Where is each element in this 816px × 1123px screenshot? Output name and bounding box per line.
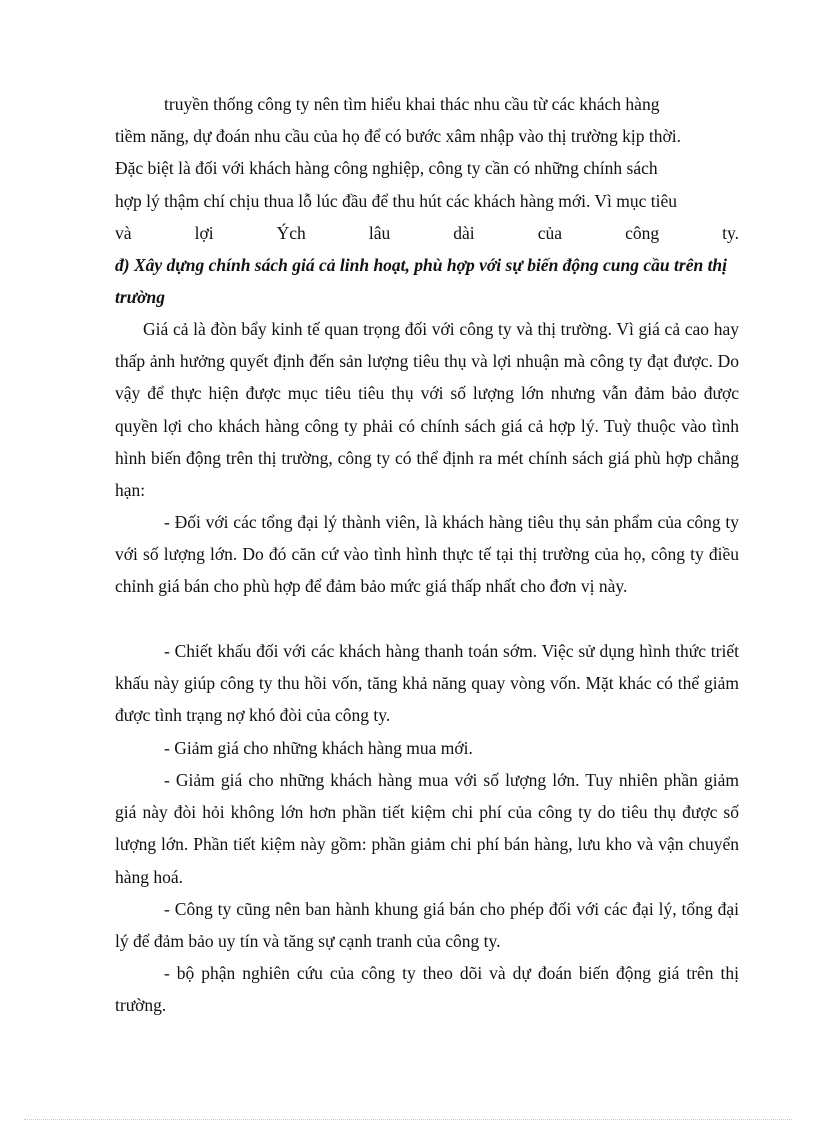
- paragraph-intro-line: tiềm năng, dự đoán nhu cầu của họ để có bước xâm nhập vào thị trường kịp thời.: [115, 126, 682, 147]
- bullet-price-framework: - Công ty cũng nên ban hành khung giá bán cho phép đối với các đại lý, tổng đại lý để đảm bảo uy tín và tăng sự cạnh tranh của công ty.: [115, 899, 739, 952]
- paragraph-intro: truyền thống công ty nên tìm hiểu khai thác nhu cầu từ các khách hàng: [164, 94, 660, 114]
- bullet-general-agents: - Đối với các tổng đại lý thành viên, là khách hàng tiêu thụ sản phẩm của công ty với số lượng lớn. Do đó căn cứ vào tình hình thực tế tại thị trường của họ, công ty điều chỉnh giá bán cho phù hợp để đảm bảo mức giá thấp nhất cho đơn vị này.: [115, 512, 739, 597]
- paragraph-intro-last-line: và lợi Ých lâu dài của công ty.: [115, 222, 739, 243]
- paragraph-intro-line: Đặc biệt là đối với khách hàng công nghiệp, công ty cần có những chính sách: [115, 158, 658, 179]
- paragraph-intro-line: hợp lý thậm chí chịu thua lỗ lúc đầu để thu hút các khách hàng mới. Vì mục tiêu: [115, 190, 678, 211]
- bullet-new-customer-discount: - Giảm giá cho những khách hàng mua mới.: [164, 738, 473, 758]
- paragraph-price-policy: Giá cả là đòn bẩy kinh tế quan trọng đối với công ty và thị trường. Vì giá cả cao hay thấp ảnh hưởng quyết định đến sản lượng tiêu thụ và lợi nhuận mà công ty đạt được. Do vậy để thực hiện được mục tiêu tiêu thụ với số lượng lớn nhưng vẫn đảm bảo được quyền lợi cho khách hàng công ty phải có chính sách giá cả hợp lý. Tuỳ thuộc vào tình hình biến động trên thị trường, công ty có thể định ra mét chính sách giá phù hợp chẳng hạn:: [115, 319, 739, 501]
- bullet-volume-discount: - Giảm giá cho những khách hàng mua với số lượng lớn. Tuy nhiên phần giảm giá này đòi hỏi không lớn hơn phần tiết kiệm chi phí của công ty do tiêu thụ được số lượng lớn. Phần tiết kiệm này gồm: phần giảm chi phí bán hàng, lưu kho và vận chuyển hàng hoá.: [115, 770, 739, 887]
- page-bottom-divider: [24, 1119, 792, 1120]
- bullet-research-department: - bộ phận nghiên cứu của công ty theo dõi và dự đoán biến động giá trên thị trường.: [115, 963, 739, 1016]
- section-heading: đ) Xây dựng chính sách giá cả linh hoạt, phù hợp với sự biến động cung cầu trên thị trường: [115, 255, 728, 308]
- bullet-early-payment-discount: - Chiết khấu đối với các khách hàng thanh toán sớm. Việc sử dụng hình thức triết khấu này giúp công ty thu hồi vốn, tăng khả năng quay vòng vốn. Mặt khác có thể giảm được tình trạng nợ khó đòi của công ty.: [115, 641, 739, 726]
